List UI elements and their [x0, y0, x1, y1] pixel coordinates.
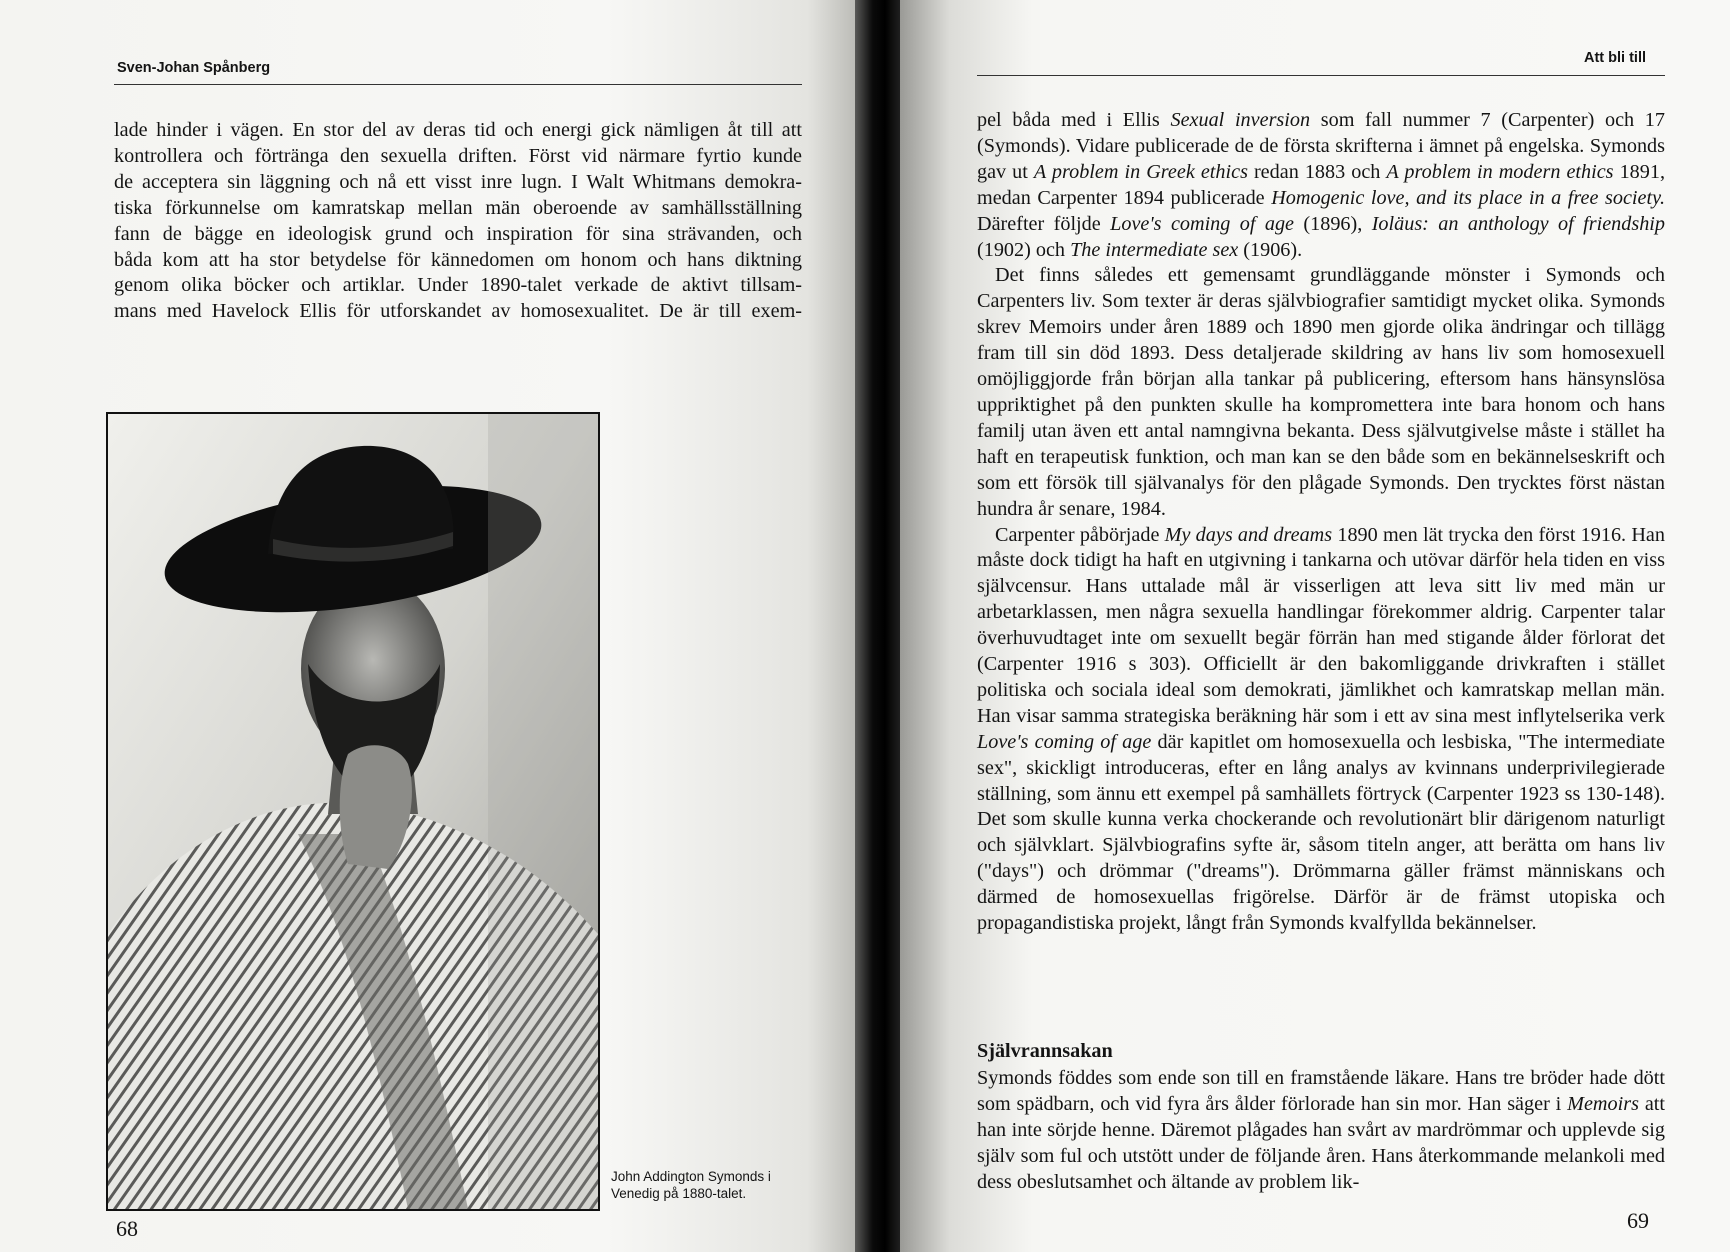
- text-line: lade hinder i vägen. En stor del av deras tid och energi gick nämligen åt till att: [114, 119, 802, 141]
- text-line: mans med Havelock Ellis för utforskandet av homosexualitet. De är till exem-: [114, 300, 802, 323]
- book-title: My days and dreams: [1164, 523, 1333, 546]
- book-gutter: [855, 0, 905, 1252]
- text-line: kontrollera och förtränga den sexuella driften. Först vid närmare fyrtio kunde: [114, 144, 802, 167]
- book-title: Sexual inversion: [1170, 109, 1311, 131]
- caption-line: Venedig på 1880-talet.: [611, 1186, 747, 1201]
- right-page: [900, 0, 1730, 1252]
- running-head-title: Att bli till: [1584, 50, 1647, 66]
- book-title: Love's coming of age: [1110, 212, 1295, 235]
- paragraph: Carpenter påbörjade My days and dreams 1890 men lät trycka den först 1916. Han måste dock tidigt ha haft en utgivning i tankarna och utövar därför hela tiden en viss självcensur. Hans uttalade mål är visserligen att leva sitt liv med män ur arbetarklassen, men några sexuella handlingar förekommer aldrig. Carpenter talar överhuvudtaget inte om sexuellt begär förrän han med stigande ålder förlorat det (Carpenter 1916 s 303). Officiellt är den bakomliggande drivkraften i stället politiska och sociala ideal som demokrati, jämlikhet och kamratskap mellan män. Han visar samma strategiska beräkning här som i ett av sina mest inflytelserika verk Love's coming of age där kapitlet om homosexuella och lesbiska, "The intermediate sex", skickligt introduceras, efter en lång analys av kvinnans underprivilegierade ställning, som ännu ett exempel på samhällets förtryck (Carpenter 1923 ss 130-148). Det som skulle kunna verka chockerande och revolutionärt blir därigenom naturligt och självklart. Självbiografins syfte är, såsom titeln anger, att berätta om hans liv ("days") och drömmar ("dreams"). Drömmarna gäller främst människans och därmed de homosexuellas frigörelse. Därför är de främst utopiska och propagandistiska projekt, långt från Symonds kvalfyllda bekännelser.: [977, 523, 1665, 935]
- page-number-right: 69: [1627, 1208, 1649, 1233]
- book-title: The intermediate sex: [1070, 238, 1239, 261]
- text-line: tiska förkunnelse om kamratskap mellan män oberoende av samhällsställning: [114, 196, 802, 219]
- book-title: Ioläus: an anthology of friendship: [1371, 212, 1665, 235]
- text-line: genom olika böcker och artiklar. Under 1890-talet verkade de aktivt tillsam-: [114, 274, 802, 297]
- book-title: A problem in modern ethics: [1386, 160, 1614, 183]
- running-head-author: Sven-Johan Spånberg: [117, 60, 271, 76]
- page-number-left: 68: [116, 1216, 138, 1241]
- header-rule: [977, 75, 1665, 76]
- book-title: Memoirs: [1567, 1092, 1639, 1115]
- caption-line: John Addington Symonds i: [611, 1169, 771, 1184]
- text-line: de acceptera sin läggning och nå ett visst inre lugn. I Walt Whitmans demokra-: [114, 170, 802, 193]
- portrait-photograph: [106, 412, 600, 1211]
- photo-caption: [611, 1168, 771, 1202]
- section-heading: Självrannsakan: [977, 1040, 1113, 1062]
- body-text-right-section: [977, 1066, 1665, 1196]
- book-title: A problem in Greek ethics: [1033, 160, 1248, 183]
- text-line: båda kom att ha stor betydelse för kännedomen om honom och hans diktning: [114, 248, 802, 271]
- book-title: Homogenic love, and its place in a free society.: [1271, 186, 1665, 209]
- book-title: Love's coming of age: [977, 730, 1152, 753]
- body-text-right: [977, 108, 1665, 937]
- paragraph: Symonds föddes som ende son till en framstående läkare. Hans tre bröder hade dött som spädbarn, och vid fyra års ålder förlorade han sin mor. Han säger i Memoirs att han inte sörjde henne. Däremot plågades han svårt av mardrömmar och upplevde sig själv som ful och utstött under de följande åren. Hans återkommande melankoli med dess obeslutsamhet och ältande av problem lik-: [977, 1067, 1665, 1193]
- paragraph: pel båda med i Ellis Sexual inversion som fall nummer 7 (Carpenter) och 17 (Symonds). Vidare publicerade de de första skrifterna i ämnet på engelska. Symonds gav ut A problem in Greek ethics redan 1883 och A problem in modern ethics 1891, medan Carpenter 1894 publicerade Homogenic love, and its place in a free society. Därefter följde Love's coming of age (1896), Ioläus: an anthology of friendship (1902) och The intermediate sex (1906).: [977, 109, 1666, 261]
- paragraph: Det finns således ett gemensamt grundläggande mönster i Symonds och Carpenters liv. Som texter är deras självbiografier samtidigt mycket olika. Symonds skrev Memoirs under åren 1889 och 1890 men gjorde olika ändringar och tillägg fram till sin död 1893. Dess detaljerade skildring av hans liv som homosexuell omöjliggjorde från början alla tankar på publicering, eftersom hans hänsynslösa uppriktighet på den punkten skulle ha komprometterа inte bara honom och hans familj utan även ett antal namngivna bekanta. Dess självutgivelse måste i stället ha haft en terapeutisk funktion, och man kan se den både som en bekännelseskrift och som ett försök till självanalys för den plågade Symonds. Den trycktes först nästan hundra år senare, 1984.: [977, 264, 1665, 520]
- body-text-left: [114, 118, 802, 325]
- text-line: fann de bägge en ideologisk grund och inspiration för sina strävanden, och: [114, 222, 802, 245]
- header-rule: [114, 84, 802, 85]
